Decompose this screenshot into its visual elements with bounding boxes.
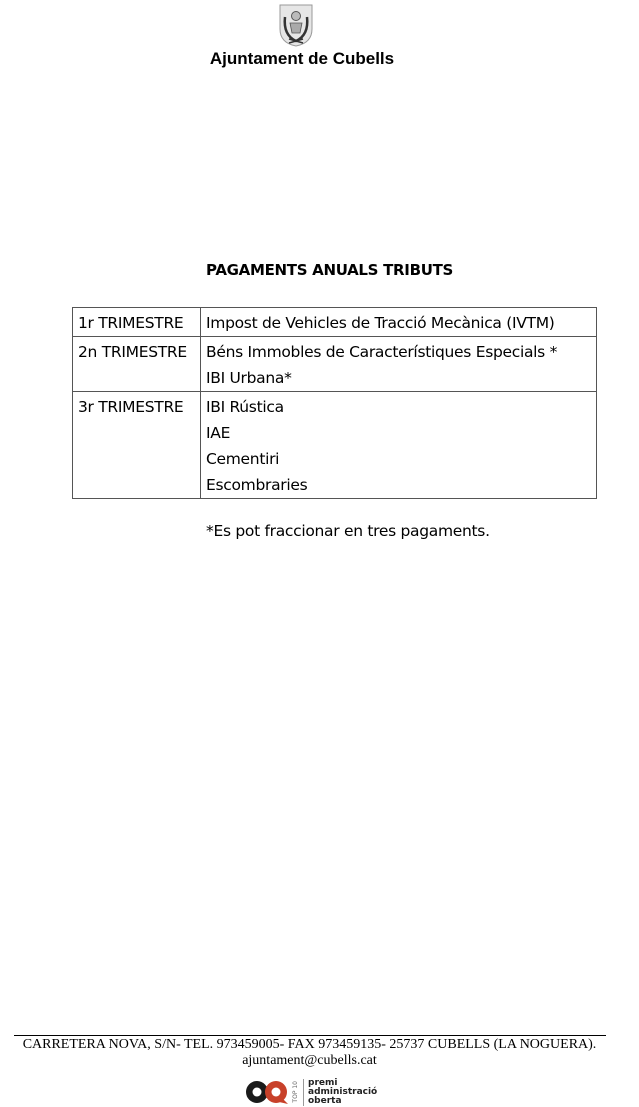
tax-item: IBI Urbana* [206,369,292,387]
tax-item: Impost de Vehicles de Tracció Mecànica (IVTM) [206,314,555,332]
footer-divider [14,1035,606,1036]
tax-schedule-table [72,307,597,499]
speech-bubbles-icon [245,1079,289,1105]
award-line-2: administració [308,1086,378,1097]
coat-of-arms-icon [278,3,314,47]
award-line-1: premi [308,1077,338,1088]
award-text [303,1079,377,1106]
tax-item: Cementiri [206,450,280,468]
tax-item: Béns Immobles de Característiques Especials * [206,343,558,361]
tax-item: IBI Rústica [206,398,284,416]
award-line-3: oberta [308,1095,342,1106]
top10-label: TOP 10 [292,1081,299,1103]
items-cell [201,392,597,499]
award-badge [245,1077,377,1107]
tax-item: IAE [206,424,231,442]
footer-email[interactable]: ajuntament@cubells.cat [242,1053,377,1068]
tax-item: Escombraries [206,476,308,494]
footer-address: CARRETERA NOVA, S/N- TEL. 973459005- FAX 973459135- 25737 CUBELLS (LA NOGUERA). [22,1037,597,1052]
period-cell: 2n TRIMESTRE [73,337,201,392]
document-title: PAGAMENTS ANUALS TRIBUTS [206,261,454,279]
items-cell [201,308,597,337]
organization-name: Ajuntament de Cubells [209,49,395,68]
period-cell: 3r TRIMESTRE [73,392,201,499]
period-cell: 1r TRIMESTRE [73,308,201,337]
footnote: *Es pot fraccionar en tres pagaments. [206,522,490,540]
items-cell [201,337,597,392]
table-row [73,337,597,392]
table-row [73,392,597,499]
table-row [73,308,597,337]
